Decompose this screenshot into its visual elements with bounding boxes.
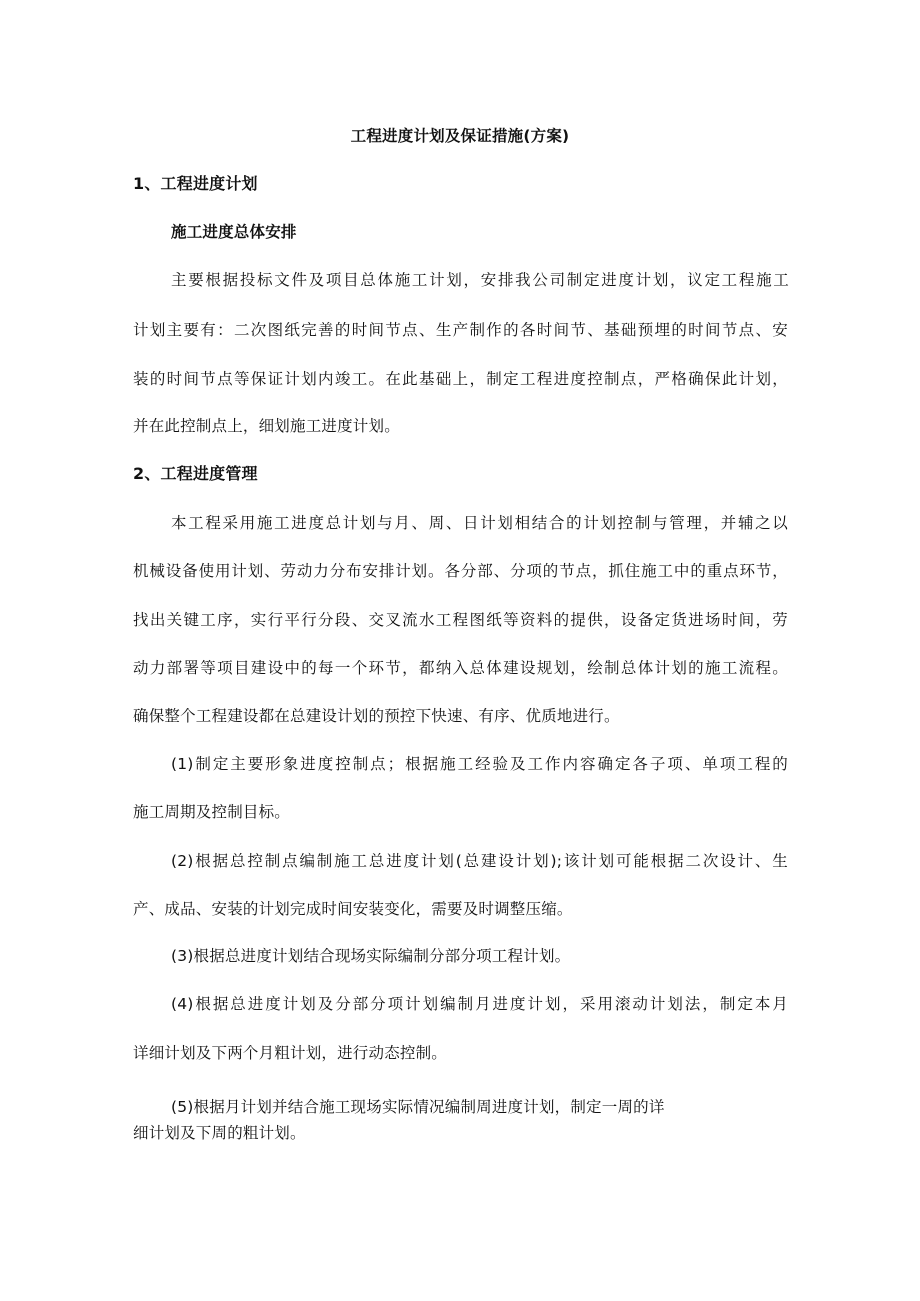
list-item-5-line: (5)根据月计划并结合施工现场实际情况编制周进度计划，制定一周的详 — [171, 1098, 665, 1116]
list-item-5-line: 细计划及下周的粗计划。 — [133, 1124, 306, 1142]
section-1-paragraph-line: 主要根据投标文件及项目总体施工计划，安排我公司制定进度计划，议定工程施工 — [171, 271, 789, 289]
section-1-paragraph-line: 并在此控制点上，细划施工进度计划。 — [133, 417, 400, 435]
list-item-4-line: 详细计划及下两个月粗计划，进行动态控制。 — [133, 1044, 448, 1062]
section-2-paragraph-line: 本工程采用施工进度总计划与月、周、日计划相结合的计划控制与管理，并辅之以 — [171, 514, 788, 532]
document-title: 工程进度计划及保证措施(方案) — [350, 127, 570, 145]
section-1-heading: 1、工程进度计划 — [133, 174, 258, 193]
section-2-paragraph-line: 动力部署等项目建设中的每一个环节，都纳入总体建设规划，绘制总体计划的施工流程。 — [133, 659, 788, 677]
list-item-2-line: 产、成品、安装的计划完成时间安装变化，需要及时调整压缩。 — [133, 900, 573, 918]
list-item-2-line: (2)根据总控制点编制施工总进度计划(总建设计划);该计划可能根据二次设计、生 — [171, 852, 788, 870]
section-1-paragraph-line: 计划主要有：二次图纸完善的时间节点、生产制作的各时间节、基础预埋的时间节点、安 — [133, 321, 788, 339]
list-item-1-line: (1)制定主要形象进度控制点；根据施工经验及工作内容确定各子项、单项工程的 — [171, 755, 788, 773]
section-2-paragraph-line: 确保整个工程建设都在总建设计划的预控下快速、有序、优质地进行。 — [133, 707, 620, 725]
section-2-paragraph-line: 找出关键工序，实行平行分段、交叉流水工程图纸等资料的提供，设备定货进场时间，劳 — [133, 611, 788, 629]
list-item-3-line: (3)根据总进度计划结合现场实际编制分部分项工程计划。 — [171, 947, 571, 965]
section-1-paragraph-line: 装的时间节点等保证计划内竣工。在此基础上，制定工程进度控制点，严格确保此计划， — [133, 370, 788, 388]
list-item-1-line: 施工周期及控制目标。 — [133, 803, 291, 821]
section-2-heading: 2、工程进度管理 — [133, 464, 258, 483]
section-1-subheading: 施工进度总体安排 — [171, 223, 297, 241]
section-2-paragraph-line: 机械设备使用计划、劳动力分布安排计划。各分部、分项的节点，抓住施工中的重点环节， — [133, 562, 788, 580]
list-item-4-line: (4)根据总进度计划及分部分项计划编制月进度计划，采用滚动计划法，制定本月 — [171, 995, 788, 1013]
